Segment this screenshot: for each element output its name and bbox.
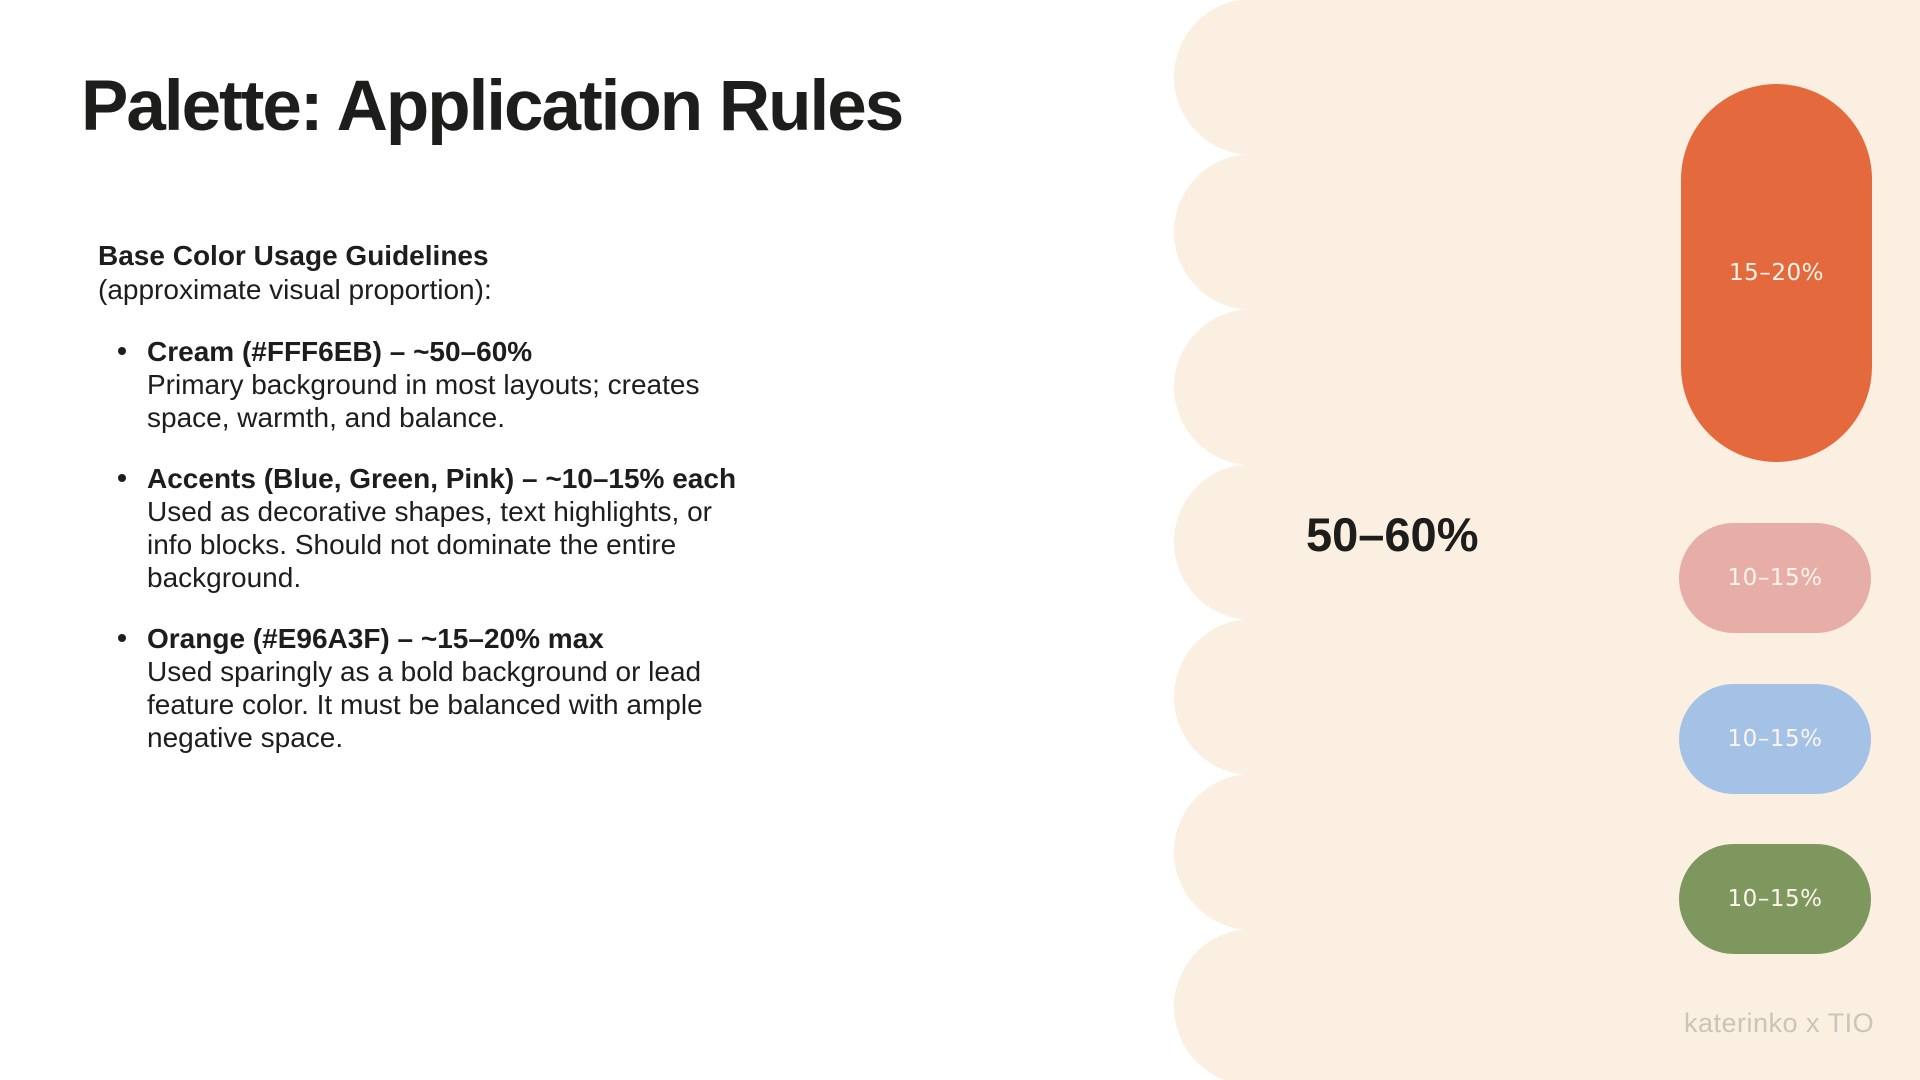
bullet-line: feature color. It must be balanced with ample — [147, 689, 703, 720]
scallop-bump — [1174, 154, 1330, 310]
list-item-accents — [98, 462, 736, 594]
pill-label: 15–20% — [1729, 260, 1824, 286]
page-title: Palette: Application Rules — [81, 67, 903, 146]
pill-label: 10–15% — [1727, 886, 1823, 912]
bullet-title: Cream (#FFF6EB) – ~50–60% — [147, 336, 533, 367]
proportion-pill-orange — [1681, 84, 1872, 462]
bullet-line: negative space. — [147, 722, 344, 753]
bullet-line: space, warmth, and balance. — [147, 402, 505, 433]
list-item-cream — [98, 335, 736, 434]
proportion-pill-pink — [1679, 523, 1871, 633]
bullet-line: background. — [147, 562, 302, 593]
cream-proportion-label: 50–60% — [1306, 508, 1479, 561]
bullet-line: Used as decorative shapes, text highlights, or — [147, 496, 712, 527]
section-heading-block — [98, 239, 492, 307]
bullet-line: info blocks. Should not dominate the entire — [147, 529, 677, 560]
bullet-title: Accents (Blue, Green, Pink) – ~10–15% each — [147, 463, 737, 494]
bullet-line: Primary background in most layouts; creates — [147, 369, 700, 400]
guidelines-list — [98, 335, 736, 782]
bullet-icon — [118, 347, 126, 355]
section-heading: Base Color Usage Guidelines — [98, 240, 489, 271]
proportion-pill-green — [1679, 844, 1871, 954]
bullet-title: Orange (#E96A3F) – ~15–20% max — [147, 623, 604, 654]
watermark: katerinko x TIO — [1684, 1008, 1875, 1038]
scallop-bump — [1174, 929, 1330, 1080]
section-subheading: (approximate visual proportion): — [98, 274, 492, 305]
proportion-pill-blue — [1679, 684, 1871, 794]
scallop-bump — [1174, 619, 1330, 775]
scallop-bump — [1174, 0, 1330, 155]
bullet-icon — [118, 474, 126, 482]
bullet-icon — [118, 634, 126, 642]
bullet-line: Used sparingly as a bold background or lead — [147, 656, 702, 687]
scallop-bump — [1174, 309, 1330, 465]
scallop-bump — [1174, 774, 1330, 930]
list-item-orange — [98, 622, 736, 754]
pill-label: 10–15% — [1727, 565, 1823, 591]
pill-label: 10–15% — [1727, 726, 1823, 752]
